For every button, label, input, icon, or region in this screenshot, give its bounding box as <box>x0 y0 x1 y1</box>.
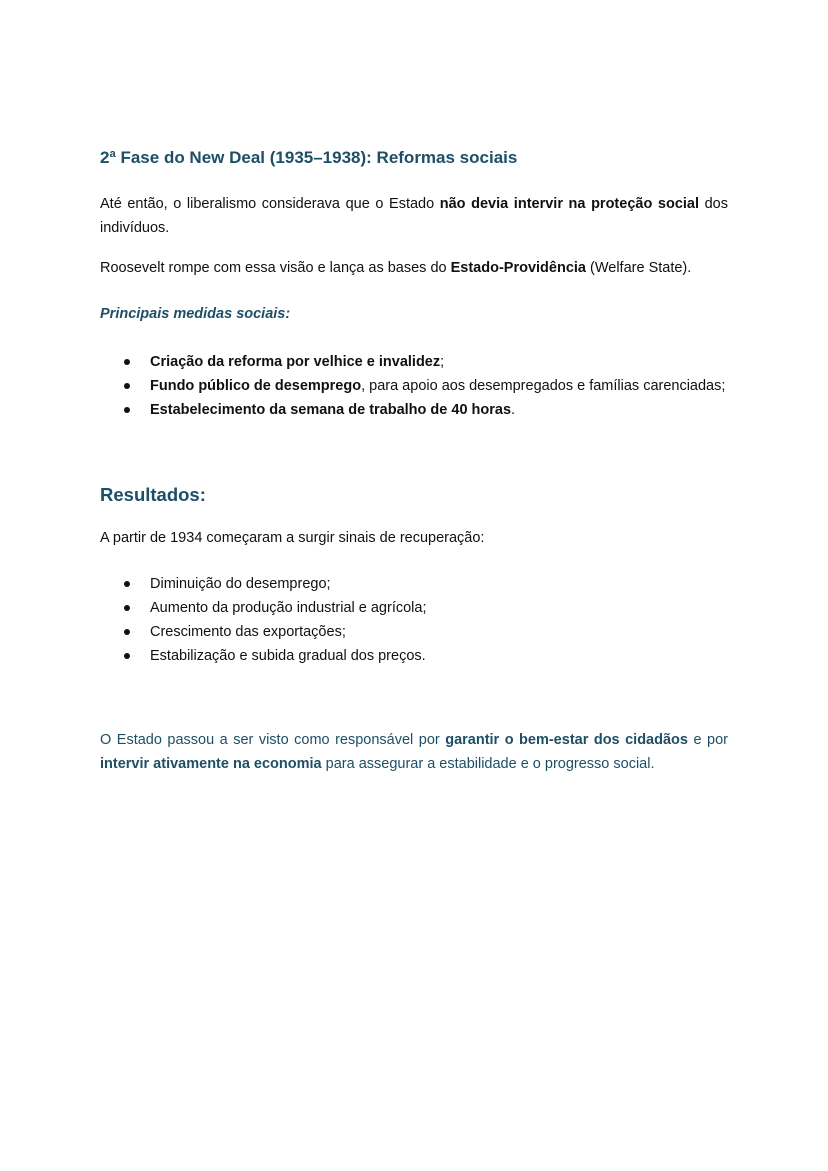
list-item-text: Crescimento das exportações; <box>150 624 346 640</box>
list-item-text: . <box>511 402 516 418</box>
results-list <box>100 572 728 668</box>
list-item-bold: Estabelecimento da semana de trabalho de 40 horas <box>150 402 512 418</box>
section-title-results: Resultados: <box>100 484 206 505</box>
bullet-icon <box>124 629 130 635</box>
measures-list <box>100 350 728 422</box>
bullet-icon <box>124 359 130 365</box>
list-item-text: ; <box>440 354 445 370</box>
list-item-bold: Criação da reforma por velhice e invalidez <box>150 354 441 370</box>
paragraph-recovery-intro: A partir de 1934 começaram a surgir sinais de recuperação: <box>100 530 485 546</box>
list-item-bold: Fundo público de desemprego <box>150 378 362 394</box>
document-content <box>100 146 728 776</box>
list-item <box>100 374 728 398</box>
bullet-icon <box>124 605 130 611</box>
closing-text-b: e por <box>687 732 728 748</box>
list-item <box>100 620 728 644</box>
bullet-icon <box>124 581 130 587</box>
list-item-text: Diminuição do desemprego; <box>150 576 331 592</box>
paragraph-liberalism-bold: não devia intervir na proteção social <box>439 196 700 212</box>
list-item-text: Estabilização e subida gradual dos preços. <box>150 648 426 664</box>
list-item <box>100 572 728 596</box>
paragraph-roosevelt-bold: Estado-Providência <box>450 260 586 276</box>
paragraph-closing <box>100 728 728 776</box>
paragraph-roosevelt-text-a: Roosevelt rompe com essa visão e lança as bases do <box>100 260 451 276</box>
closing-bold-b: intervir ativamente na economia <box>100 756 322 772</box>
closing-bold-a: garantir o bem-estar dos cidadãos <box>445 732 688 748</box>
list-item-text: , para apoio aos desempregados e famílias carenciadas; <box>361 378 726 394</box>
closing-text-a: O Estado passou a ser visto como responsável por <box>100 732 446 748</box>
section-title-phase: 2ª Fase do New Deal (1935–1938): Reformas sociais <box>100 148 518 167</box>
bullet-icon <box>124 653 130 659</box>
paragraph-roosevelt <box>100 256 728 280</box>
paragraph-liberalism <box>100 192 728 240</box>
closing-text-c: para assegurar a estabilidade e o progresso social. <box>321 756 655 772</box>
list-item-text: Aumento da produção industrial e agrícola; <box>150 600 427 616</box>
list-item <box>100 398 728 422</box>
paragraph-liberalism-text-b: dos indivíduos. <box>100 196 728 236</box>
bullet-icon <box>124 383 130 389</box>
paragraph-roosevelt-text-b: (Welfare State). <box>585 260 692 276</box>
list-item <box>100 596 728 620</box>
list-item <box>100 350 728 374</box>
subheading-measures: Principais medidas sociais: <box>100 306 291 322</box>
paragraph-liberalism-text-a: Até então, o liberalismo considerava que o Estado <box>100 196 440 212</box>
bullet-icon <box>124 407 130 413</box>
list-item <box>100 644 728 668</box>
